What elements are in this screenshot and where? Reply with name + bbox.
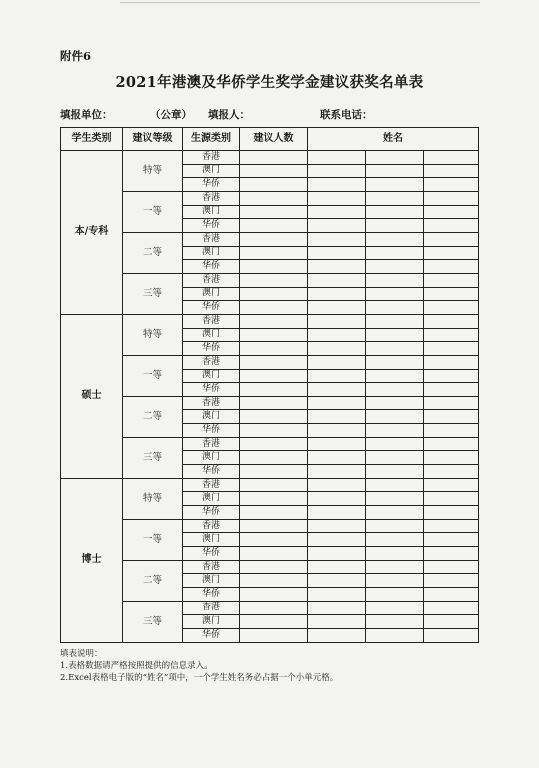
origin-cell: 澳门: [183, 287, 240, 301]
count-cell[interactable]: [240, 547, 308, 561]
notes-heading: 填表说明：: [60, 649, 103, 659]
name-cell[interactable]: [308, 178, 366, 192]
table-row: [61, 355, 479, 369]
name-cell[interactable]: [366, 369, 424, 383]
nomination-table: [60, 127, 479, 643]
name-cell[interactable]: [308, 355, 366, 369]
note-item: 1.表格数据请严格按照提供的信息录入。: [60, 661, 213, 671]
name-cell[interactable]: [424, 191, 479, 205]
name-cell[interactable]: [308, 164, 366, 178]
origin-cell: 华侨: [183, 547, 240, 561]
count-cell[interactable]: [240, 519, 308, 533]
origin-cell: 香港: [183, 314, 240, 328]
name-cell[interactable]: [366, 560, 424, 574]
origin-cell: 澳门: [183, 328, 240, 342]
seal-label: （公章）: [150, 109, 192, 121]
name-cell[interactable]: [366, 451, 424, 465]
name-cell[interactable]: [308, 260, 366, 274]
count-cell[interactable]: [240, 396, 308, 410]
name-cell[interactable]: [366, 260, 424, 274]
name-cell[interactable]: [308, 314, 366, 328]
name-cell[interactable]: [366, 328, 424, 342]
name-cell[interactable]: [308, 547, 366, 561]
name-cell[interactable]: [366, 342, 424, 356]
name-cell[interactable]: [366, 519, 424, 533]
name-cell[interactable]: [424, 396, 479, 410]
count-cell[interactable]: [240, 151, 308, 165]
count-cell[interactable]: [240, 615, 308, 629]
name-cell[interactable]: [366, 191, 424, 205]
name-cell[interactable]: [424, 355, 479, 369]
name-cell[interactable]: [424, 547, 479, 561]
name-cell[interactable]: [308, 478, 366, 492]
origin-cell: 澳门: [183, 410, 240, 424]
table-body: [61, 151, 479, 643]
name-cell[interactable]: [366, 465, 424, 479]
table-row: [61, 151, 479, 165]
name-cell[interactable]: [366, 424, 424, 438]
name-cell[interactable]: [308, 437, 366, 451]
name-cell[interactable]: [424, 533, 479, 547]
grade-cell: 三等: [123, 437, 183, 478]
name-cell[interactable]: [308, 287, 366, 301]
count-cell[interactable]: [240, 424, 308, 438]
name-cell[interactable]: [424, 465, 479, 479]
count-cell[interactable]: [240, 205, 308, 219]
origin-cell: 香港: [183, 191, 240, 205]
table-row: [61, 232, 479, 246]
origin-cell: 香港: [183, 396, 240, 410]
table-row: [61, 519, 479, 533]
name-cell[interactable]: [424, 601, 479, 615]
origin-cell: 香港: [183, 478, 240, 492]
origin-cell: 香港: [183, 355, 240, 369]
name-cell[interactable]: [424, 519, 479, 533]
origin-cell: 华侨: [183, 424, 240, 438]
name-cell[interactable]: [308, 328, 366, 342]
origin-cell: 华侨: [183, 465, 240, 479]
count-cell[interactable]: [240, 219, 308, 233]
name-cell[interactable]: [366, 410, 424, 424]
notes-block: [60, 648, 338, 684]
name-cell[interactable]: [424, 369, 479, 383]
count-cell[interactable]: [240, 232, 308, 246]
student-category-cell: 本/专科: [61, 151, 123, 315]
name-cell[interactable]: [424, 273, 479, 287]
name-cell[interactable]: [366, 574, 424, 588]
name-cell[interactable]: [308, 273, 366, 287]
origin-cell: 华侨: [183, 260, 240, 274]
name-cell[interactable]: [308, 410, 366, 424]
origin-cell: 澳门: [183, 246, 240, 260]
name-cell[interactable]: [366, 588, 424, 602]
name-cell[interactable]: [424, 287, 479, 301]
name-cell[interactable]: [424, 506, 479, 520]
origin-cell: 香港: [183, 560, 240, 574]
origin-cell: 香港: [183, 601, 240, 615]
scan-edge-line: [120, 2, 480, 3]
table-row: [61, 437, 479, 451]
origin-cell: 澳门: [183, 369, 240, 383]
count-cell[interactable]: [240, 342, 308, 356]
name-cell[interactable]: [366, 533, 424, 547]
name-cell[interactable]: [424, 410, 479, 424]
grade-cell: 二等: [123, 396, 183, 437]
table-header-row: [61, 128, 479, 151]
name-cell[interactable]: [424, 151, 479, 165]
name-cell[interactable]: [424, 219, 479, 233]
grade-cell: 二等: [123, 232, 183, 273]
header-name: 姓名: [308, 128, 479, 151]
count-cell[interactable]: [240, 588, 308, 602]
name-cell[interactable]: [366, 547, 424, 561]
name-cell[interactable]: [366, 301, 424, 315]
name-cell[interactable]: [308, 533, 366, 547]
name-cell[interactable]: [308, 342, 366, 356]
table-row: [61, 601, 479, 615]
name-cell[interactable]: [308, 519, 366, 533]
origin-cell: 澳门: [183, 492, 240, 506]
count-cell[interactable]: [240, 369, 308, 383]
name-cell[interactable]: [424, 628, 479, 642]
count-cell[interactable]: [240, 328, 308, 342]
document-title: 2021年港澳及华侨学生奖学金建议获奖名单表: [115, 74, 424, 91]
name-cell[interactable]: [366, 314, 424, 328]
name-cell[interactable]: [366, 246, 424, 260]
name-cell[interactable]: [366, 601, 424, 615]
unit-label: 填报单位：: [60, 109, 113, 121]
count-cell[interactable]: [240, 355, 308, 369]
name-cell[interactable]: [308, 151, 366, 165]
name-cell[interactable]: [366, 273, 424, 287]
origin-cell: 香港: [183, 151, 240, 165]
origin-cell: 香港: [183, 232, 240, 246]
note-item: 2.Excel表格电子版的“姓名”项中，一个学生姓名务必占据一个小单元格。: [60, 673, 339, 683]
name-cell[interactable]: [424, 232, 479, 246]
origin-cell: 华侨: [183, 588, 240, 602]
origin-cell: 华侨: [183, 301, 240, 315]
count-cell[interactable]: [240, 492, 308, 506]
origin-cell: 澳门: [183, 533, 240, 547]
grade-cell: 三等: [123, 601, 183, 642]
name-cell[interactable]: [308, 465, 366, 479]
attachment-label: 附件6: [60, 49, 92, 63]
name-cell[interactable]: [308, 451, 366, 465]
table-row: [61, 273, 479, 287]
name-cell[interactable]: [308, 560, 366, 574]
reporter-label: 填报人：: [208, 109, 250, 121]
name-cell[interactable]: [308, 219, 366, 233]
name-cell[interactable]: [308, 396, 366, 410]
count-cell[interactable]: [240, 560, 308, 574]
name-cell[interactable]: [308, 232, 366, 246]
name-cell[interactable]: [308, 574, 366, 588]
name-cell[interactable]: [366, 437, 424, 451]
name-cell[interactable]: [366, 396, 424, 410]
name-cell[interactable]: [424, 615, 479, 629]
count-cell[interactable]: [240, 287, 308, 301]
name-cell[interactable]: [424, 301, 479, 315]
origin-cell: 澳门: [183, 451, 240, 465]
name-cell[interactable]: [424, 574, 479, 588]
name-cell[interactable]: [424, 342, 479, 356]
name-cell[interactable]: [308, 205, 366, 219]
name-cell[interactable]: [308, 191, 366, 205]
table-row: [61, 478, 479, 492]
phone-label: 联系电话：: [320, 109, 373, 121]
name-cell[interactable]: [424, 560, 479, 574]
name-cell[interactable]: [308, 615, 366, 629]
origin-cell: 香港: [183, 273, 240, 287]
name-cell[interactable]: [308, 383, 366, 397]
name-cell[interactable]: [308, 588, 366, 602]
name-cell[interactable]: [424, 478, 479, 492]
count-cell[interactable]: [240, 383, 308, 397]
name-cell[interactable]: [366, 492, 424, 506]
name-cell[interactable]: [366, 615, 424, 629]
origin-cell: 香港: [183, 519, 240, 533]
origin-cell: 华侨: [183, 506, 240, 520]
count-cell[interactable]: [240, 533, 308, 547]
name-cell[interactable]: [424, 178, 479, 192]
name-cell[interactable]: [424, 451, 479, 465]
origin-cell: 华侨: [183, 178, 240, 192]
count-cell[interactable]: [240, 410, 308, 424]
name-cell[interactable]: [366, 506, 424, 520]
name-cell[interactable]: [424, 260, 479, 274]
name-cell[interactable]: [424, 492, 479, 506]
name-cell[interactable]: [366, 628, 424, 642]
count-cell[interactable]: [240, 478, 308, 492]
grade-cell: 二等: [123, 560, 183, 601]
count-cell[interactable]: [240, 178, 308, 192]
count-cell[interactable]: [240, 506, 308, 520]
grade-cell: 一等: [123, 191, 183, 232]
origin-cell: 华侨: [183, 219, 240, 233]
origin-cell: 华侨: [183, 628, 240, 642]
name-cell[interactable]: [424, 314, 479, 328]
name-cell[interactable]: [308, 601, 366, 615]
count-cell[interactable]: [240, 465, 308, 479]
count-cell[interactable]: [240, 191, 308, 205]
name-cell[interactable]: [424, 383, 479, 397]
count-cell[interactable]: [240, 628, 308, 642]
count-cell[interactable]: [240, 273, 308, 287]
origin-cell: 华侨: [183, 383, 240, 397]
name-cell[interactable]: [308, 492, 366, 506]
header-origin: 生源类别: [183, 128, 240, 151]
name-cell[interactable]: [424, 328, 479, 342]
count-cell[interactable]: [240, 601, 308, 615]
origin-cell: 澳门: [183, 205, 240, 219]
origin-cell: 华侨: [183, 342, 240, 356]
count-cell[interactable]: [240, 301, 308, 315]
name-cell[interactable]: [366, 383, 424, 397]
grade-cell: 三等: [123, 273, 183, 314]
name-cell[interactable]: [366, 219, 424, 233]
count-cell[interactable]: [240, 437, 308, 451]
name-cell[interactable]: [424, 205, 479, 219]
name-cell[interactable]: [366, 232, 424, 246]
grade-cell: 一等: [123, 355, 183, 396]
name-cell[interactable]: [366, 178, 424, 192]
header-count: 建议人数: [240, 128, 308, 151]
count-cell[interactable]: [240, 574, 308, 588]
name-cell[interactable]: [366, 478, 424, 492]
count-cell[interactable]: [240, 314, 308, 328]
origin-cell: 香港: [183, 437, 240, 451]
name-cell[interactable]: [424, 588, 479, 602]
name-cell[interactable]: [366, 151, 424, 165]
table-row: [61, 191, 479, 205]
student-category-cell: 硕士: [61, 314, 123, 478]
origin-cell: 澳门: [183, 164, 240, 178]
name-cell[interactable]: [366, 355, 424, 369]
header-grade: 建议等级: [123, 128, 183, 151]
count-cell[interactable]: [240, 246, 308, 260]
name-cell[interactable]: [424, 164, 479, 178]
student-category-cell: 博士: [61, 478, 123, 642]
name-cell[interactable]: [308, 246, 366, 260]
grade-cell: 特等: [123, 151, 183, 192]
name-cell[interactable]: [366, 287, 424, 301]
name-cell[interactable]: [424, 246, 479, 260]
table-row: [61, 396, 479, 410]
name-cell[interactable]: [308, 369, 366, 383]
origin-cell: 澳门: [183, 574, 240, 588]
name-cell[interactable]: [366, 164, 424, 178]
grade-cell: 特等: [123, 314, 183, 355]
table-row: [61, 560, 479, 574]
grade-cell: 特等: [123, 478, 183, 519]
name-cell[interactable]: [308, 301, 366, 315]
count-cell[interactable]: [240, 260, 308, 274]
name-cell[interactable]: [308, 424, 366, 438]
table-row: [61, 314, 479, 328]
name-cell[interactable]: [308, 628, 366, 642]
name-cell[interactable]: [366, 205, 424, 219]
name-cell[interactable]: [308, 506, 366, 520]
name-cell[interactable]: [424, 437, 479, 451]
grade-cell: 一等: [123, 519, 183, 560]
origin-cell: 澳门: [183, 615, 240, 629]
header-student-type: 学生类别: [61, 128, 123, 151]
name-cell[interactable]: [424, 424, 479, 438]
count-cell[interactable]: [240, 164, 308, 178]
count-cell[interactable]: [240, 451, 308, 465]
